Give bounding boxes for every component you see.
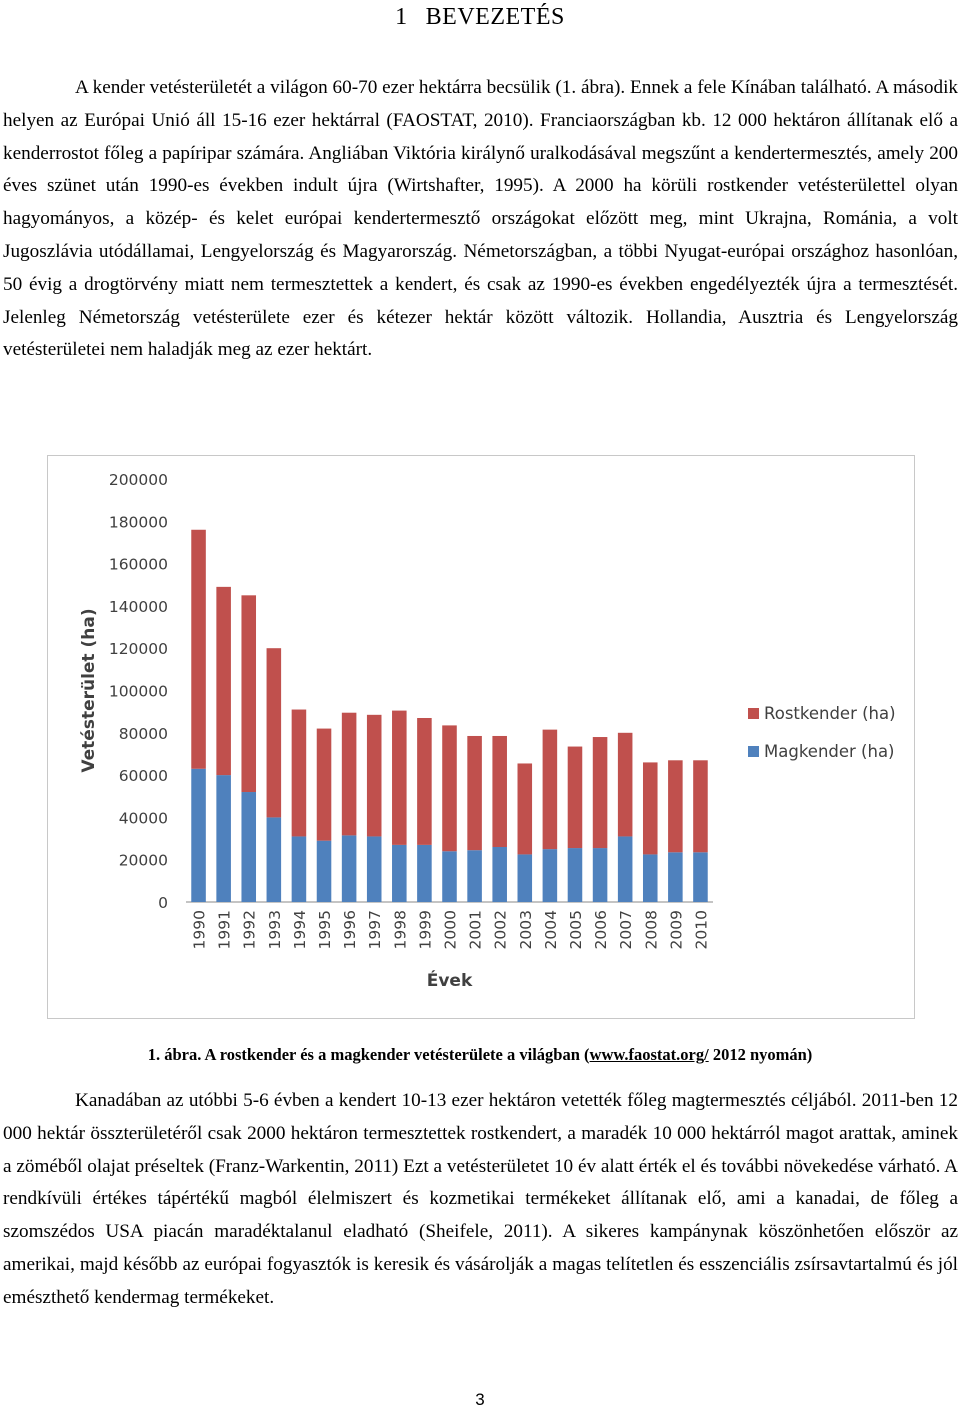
bar-rostkender-1997: [367, 715, 382, 837]
x-tick-label: 1992: [240, 910, 259, 950]
y-tick-label: 60000: [118, 767, 168, 786]
bar-magkender-1990: [191, 769, 206, 902]
bar-rostkender-2005: [568, 747, 583, 849]
bar-magkender-1998: [392, 845, 407, 902]
figure-caption: [0, 1045, 960, 1065]
bar-rostkender-2002: [492, 736, 507, 847]
caption-link[interactable]: www.faostat.org/: [589, 1045, 709, 1064]
x-tick-label: 2001: [466, 910, 485, 950]
bar-rostkender-2008: [643, 762, 658, 854]
bar-magkender-2007: [618, 836, 633, 902]
x-tick-label: 2008: [642, 910, 661, 950]
x-tick-label: 2007: [617, 910, 636, 950]
bar-magkender-2005: [568, 848, 583, 902]
x-tick-label: 1996: [341, 910, 360, 950]
x-tick-label: 2009: [667, 910, 686, 950]
bar-magkender-1991: [216, 775, 231, 902]
caption-text: 1. ábra. A rostkender és a magkender vetésterülete a világban (: [147, 1045, 590, 1064]
chart-legend: [748, 704, 896, 761]
section-number: 1: [395, 4, 408, 30]
x-tick-label: 1997: [366, 910, 385, 950]
bar-rostkender-2009: [668, 760, 683, 852]
bar-rostkender-1993: [267, 648, 282, 817]
page-number: 3: [475, 1390, 485, 1409]
bar-rostkender-2000: [442, 725, 457, 851]
x-tick-label: 1993: [265, 910, 284, 950]
bar-magkender-2006: [593, 848, 608, 902]
x-axis-label: Évek: [426, 971, 473, 991]
x-tick-label: 2003: [516, 910, 535, 950]
y-axis-label: Vetésterület (ha): [79, 608, 99, 773]
bar-magkender-1994: [292, 836, 307, 902]
y-tick-label: 200000: [108, 471, 168, 489]
bar-rostkender-1998: [392, 711, 407, 845]
bar-rostkender-1994: [292, 710, 307, 837]
legend-label: Magkender (ha): [764, 742, 895, 761]
x-tick-label: 2005: [566, 910, 585, 950]
y-tick-label: 20000: [118, 851, 168, 870]
legend-swatch: [748, 708, 759, 719]
x-tick-label: 2000: [441, 910, 460, 950]
bar-rostkender-1991: [216, 587, 231, 775]
legend-swatch: [748, 746, 759, 757]
x-tick-label: 1995: [316, 910, 335, 950]
x-tick-label: 1999: [416, 910, 435, 950]
y-tick-label: 100000: [108, 682, 168, 701]
bar-magkender-2002: [492, 847, 507, 902]
section-heading: [0, 4, 960, 31]
y-tick-label: 160000: [108, 555, 168, 574]
stacked-bar-chart: [48, 456, 914, 1018]
bar-magkender-1993: [267, 817, 282, 902]
bar-rostkender-1990: [191, 530, 206, 769]
bar-magkender-2003: [518, 854, 533, 902]
bar-rostkender-2007: [618, 733, 633, 837]
bar-magkender-1996: [342, 835, 357, 902]
bar-magkender-2010: [693, 852, 708, 902]
bar-rostkender-1992: [241, 595, 256, 792]
bar-magkender-1992: [241, 792, 256, 902]
x-tick-label: 2006: [592, 910, 611, 950]
canada-paragraph: Kanadában az utóbbi 5-6 évben a kendert 10-13 ezer hektáron vetették főleg magtermesztés céljából. 2011-ben 12 000 hektár összterületéről csak 2000 hektáron termesztettek rostkendert, a maradék 10 000 hektárról magot arattak, aminek a zöméből olajat préseltek (Franz-Warkentin, 2011) Ezt a vetésterületet 10 év alatt érték el és további növekedése várható. A rendkívüli értékes tápértékű magból élelmiszert és kozmetikai termékeket állítanak elő, ami a kanadai, de főleg a szomszédos USA piacán maradéktalanul eladható (Sheifele, 2011). A sikeres kampánynak köszönhetően először az amerikai, majd később az európai fogyasztók is keresik és vásárolják a magas telítetlen és esszenciális zsírsavtartalmú és jól emészthető kendermag termékeket.: [3, 1090, 958, 1308]
x-tick-label: 2010: [692, 910, 711, 950]
y-tick-label: 0: [158, 894, 168, 912]
bar-rostkender-2004: [543, 730, 558, 849]
y-tick-label: 80000: [118, 724, 168, 743]
bar-rostkender-1995: [317, 729, 332, 841]
x-tick-label: 2004: [541, 910, 560, 950]
bar-rostkender-2001: [467, 736, 482, 850]
bar-rostkender-1999: [417, 718, 432, 845]
y-tick-label: 180000: [108, 513, 168, 532]
x-tick-label: 1998: [391, 910, 410, 950]
y-tick-label: 140000: [108, 597, 168, 616]
section-title: BEVEZETÉS: [425, 4, 565, 30]
x-axis-ticks: [191, 910, 711, 949]
bar-magkender-2009: [668, 852, 683, 902]
x-tick-label: 1994: [290, 910, 309, 950]
bar-magkender-1999: [417, 845, 432, 902]
caption-suffix: 2012 nyomán): [708, 1045, 813, 1064]
y-tick-label: 40000: [118, 809, 168, 828]
bars: [191, 530, 707, 902]
bar-magkender-2008: [643, 854, 658, 902]
intro-paragraph: A kender vetésterületét a világon 60-70 ezer hektárra becsülik (1. ábra). Ennek a fele Kínában található. A második helyen az Európai Unió áll 15-16 ezer hektárral (FAOSTAT, 2010). Franciaországban kb. 12 000 hektáron állítanak elő a kenderrostot főleg a papíripar számára. Angliában Viktória királynő uralkodásával megszűnt a kendertermesztés, amely 200 éves szünet után 1990-es években indult újra (Wirtshafter, 1995). A 2000 ha körüli rostkender vetésterülettel olyan hagyományos, a közép- és kelet európai kendertermesztő országokat előzött meg, mint Ukrajna, Románia, a volt Jugoszlávia utódállamai, Lengyelország és Magyarország. Németországban, a többi Nyugat-európai országhoz hasonlóan, 50 évig a drogtörvény miatt nem termesztettek a kendert, és csak az 1990-es években engedélyezték újra a termesztését. Jelenleg Németország vetésterülete ezer és kétezer hektár között változik. Hollandia, Ausztria és Lengyelország vetésterületei nem haladják meg az ezer hektárt.: [3, 77, 958, 361]
bar-magkender-1997: [367, 836, 382, 902]
bar-rostkender-2003: [518, 763, 533, 854]
y-tick-label: 120000: [108, 640, 168, 659]
bar-rostkender-2006: [593, 737, 608, 848]
bar-magkender-2000: [442, 851, 457, 902]
bar-magkender-1995: [317, 841, 332, 902]
x-tick-label: 1991: [215, 910, 234, 950]
bar-rostkender-1996: [342, 713, 357, 836]
legend-label: Rostkender (ha): [764, 704, 896, 723]
bar-magkender-2001: [467, 850, 482, 902]
x-tick-label: 2002: [491, 910, 510, 950]
bar-magkender-2004: [543, 849, 558, 902]
figure-frame: [47, 455, 915, 1019]
bar-rostkender-2010: [693, 760, 708, 852]
y-axis-ticks: [109, 471, 168, 912]
x-tick-label: 1990: [190, 910, 209, 950]
